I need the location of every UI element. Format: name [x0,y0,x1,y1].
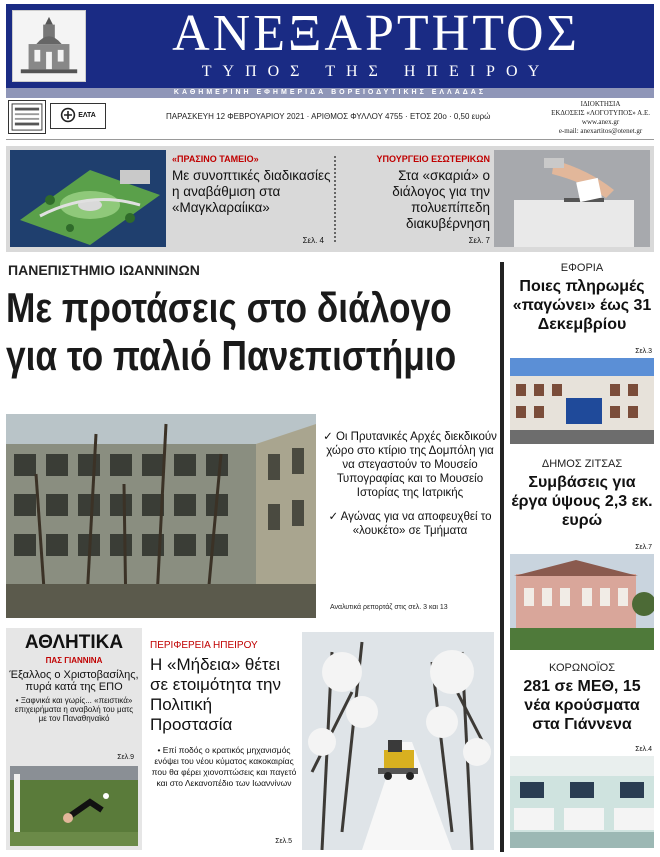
sports-kicker: ΠΑΣ ΓΙΑΝΝΙΝΑ [45,656,103,665]
ballot-box-photo [494,150,650,247]
lead-bullets [322,430,498,548]
snow-plow-photo [302,632,494,850]
lead-bullet-text: Οι Πρυτανικές Αρχές διεκδικούν χώρο στο κτίριο της Δομπόλη για να στεγαστούν το Μουσείο Τυπογραφίας και το Μουσείο Ιστορίας της Ιατρικής [326,431,497,499]
region-headline: Η «Μήδεια» θέτει σε ετοιμότητα την Πολιτική Προστασία [150,655,281,734]
story-page: Σελ.7 [635,544,652,551]
association-logo [8,100,46,134]
newspaper-title: ΑΝΕΞΑΡΤΗΤΟΣ [172,5,580,62]
check-icon: ✓ [323,431,333,443]
lead-page-reference: Αναλυτικά ρεπορτάζ στις σελ. 3 και 13 [330,604,448,611]
sports-headline: Έξαλλος ο Χριστοβασίλης, πυρά κατά της ΕΠΟ [9,669,139,693]
story-coronavirus[interactable] [510,662,654,734]
lead-section-label: ΠΑΝΕΠΙΣΤΗΜΙΟ ΙΩΑΝΝΙΝΩΝ [8,262,200,278]
lead-bullet-text: Αγώνας για να αποφευχθεί το «λουκέτο» σε Τμήματα [340,511,492,537]
teaser-headline: Στα «σκαριά» ο διάλογος για την πολυεπίπεδη διακυβέρνηση [392,168,490,231]
lead-bullet [322,430,498,500]
old-university-building-photo [6,414,316,618]
region-body: • Επί ποδός ο κρατικός μηχανισμός ενόψει του νέου κύματος κακοκαιρίας που θα φέρει χιονοπτώσεις και παγετό και στο Λεκανοπέδιο των Ιωαννίνων [151,745,297,788]
teaser-interior-ministry[interactable] [342,154,490,245]
email-link[interactable]: e-mail: anexartitos@otenet.gr [558,127,643,135]
icu-ward-photo [510,756,654,848]
dateline: ΠΑΡΑΣΚΕΥΗ 12 ΦΕΒΡΟΥΑΡΙΟΥ 2021 · ΑΡΙΘΜΟΣ ΦΥΛΛΟΥ 4755 · ΕΤΟΣ 20ο · 0,50 ευρώ [166,112,491,121]
church-crest-logo [12,10,86,82]
story-tax-office[interactable] [510,262,654,334]
story-headline: Συμβάσεις για έργα ύψους 2,3 εκ. ευρώ [511,474,653,529]
owner-info [551,100,650,136]
story-kicker: ΔΗΜΟΣ ΖΙΤΣΑΣ [541,458,623,470]
lead-bullet [322,510,498,538]
sports-title: ΑΘΛΗΤΙΚΑ [24,632,124,653]
owner-name: ΕΚΔΟΣΕΙΣ «ΛΟΓΟΤΥΠΟΣ» Α.Ε. [551,109,650,117]
teaser-kicker: «ΠΡΑΣΙΝΟ ΤΑΜΕΙΟ» [172,154,259,164]
teaser-kicker: ΥΠΟΥΡΓΕΙΟ ΕΣΩΤΕΡΙΚΩΝ [376,154,490,164]
lead-headline[interactable] [6,284,502,380]
region-story[interactable] [150,640,298,845]
teaser-page: Σελ. 7 [468,236,490,245]
masthead [6,4,654,88]
teaser-page: Σελ. 4 [302,236,324,245]
lead-headline-line2: για το παλιό Πανεπιστήμιο [6,332,457,379]
story-zitsa[interactable] [510,458,654,530]
owner-label: ΙΔΙΟΚΤΗΣΙΑ [580,100,621,108]
lead-headline-line1: Με προτάσεις στο διάλογο [6,284,452,331]
football-match-photo [10,766,138,846]
story-page: Σελ.3 [635,348,652,355]
check-icon: ✓ [328,511,339,523]
story-kicker: ΕΦΟΡΙΑ [560,262,604,274]
elta-label: ΕΛΤΑ [78,112,96,119]
column-divider [500,262,504,852]
park-model-photo [10,150,166,247]
story-kicker: ΚΟΡΩΝΟΪΟΣ [548,662,616,674]
teaser-green-fund[interactable] [172,154,332,245]
tax-office-building-photo [510,358,654,444]
story-headline: Ποιες πληρωμές «παγώνει» έως 31 Δεκεμβρίου [512,278,652,333]
region-kicker: ΠΕΡΙΦΕΡΕΙΑ ΗΠΕΙΡΟΥ [150,640,258,651]
teaser-strip [6,146,654,252]
sports-box[interactable] [6,628,142,850]
zitsa-town-hall-photo [510,554,654,650]
dotted-divider [334,156,336,242]
info-strip [6,100,654,140]
newspaper-subtitle: ΤΥΠΟΣ ΤΗΣ ΗΠΕΙΡΟΥ [201,63,551,80]
story-page: Σελ.4 [635,746,652,753]
sports-page: Σελ.9 [117,754,134,761]
elta-logo [50,103,106,129]
story-headline: 281 σε ΜΕΘ, 15 νέα κρούσματα στα Γιάννενα [523,678,641,733]
region-page: Σελ.5 [275,838,292,845]
sports-subtext: • Ξαφνικά και γωρίς... «πειστικά» επιχειρήματα η αναβολή του ματς με τον Παναθηναϊκό [14,696,134,723]
website-link[interactable]: www.anex.gr [581,118,620,126]
teaser-headline: Με συνοπτικές διαδικασίες η αναβάθμιση στα «Μαγκλαραίικα» [172,168,331,215]
tagline: ΚΑΘΗΜΕΡΙΝΗ ΕΦΗΜΕΡΙΔΑ ΒΟΡΕΙΟΔΥΤΙΚΗΣ ΕΛΛΑΔΑΣ [6,88,654,98]
